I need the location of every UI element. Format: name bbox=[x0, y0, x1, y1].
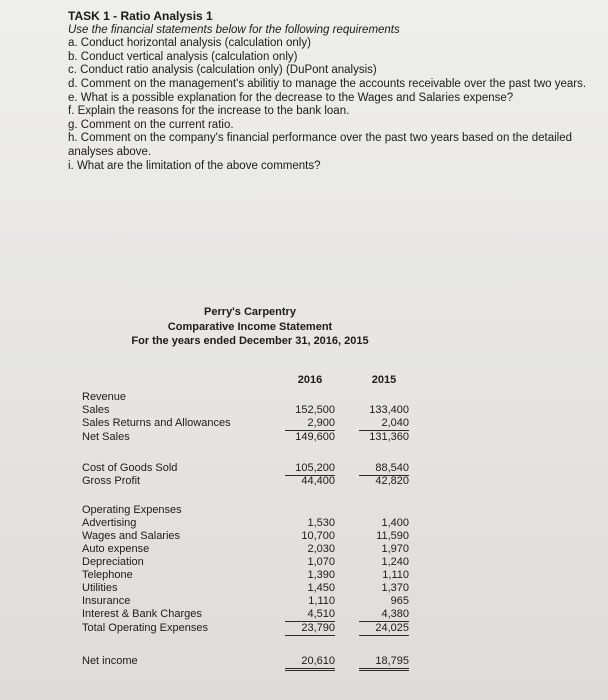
label-revenue: Revenue bbox=[82, 391, 127, 403]
depreciation-2015: 1,240 bbox=[381, 556, 409, 568]
depreciation-2016: 1,070 bbox=[307, 556, 335, 568]
total-opex-2015: 24,025 bbox=[359, 622, 409, 636]
label-total-opex: Total Operating Expenses bbox=[82, 622, 208, 634]
label-auto: Auto expense bbox=[82, 543, 150, 555]
cogs-2015: 88,540 bbox=[359, 462, 409, 476]
advertising-2015: 1,400 bbox=[381, 517, 409, 529]
label-insurance: Insurance bbox=[82, 595, 131, 607]
cogs-2016: 105,200 bbox=[285, 462, 335, 476]
task-item-g: g. Comment on the current ratio. bbox=[68, 118, 234, 131]
wages-2015: 11,590 bbox=[376, 530, 409, 542]
gross-profit-2015: 42,820 bbox=[375, 475, 409, 487]
label-returns: Sales Returns and Allowances bbox=[82, 417, 231, 429]
task-item-e: e. What is a possible explanation for the decrease to the Wages and Salaries expense? bbox=[68, 91, 514, 104]
wages-2016: 10,700 bbox=[301, 530, 335, 542]
telephone-2016: 1,390 bbox=[307, 569, 335, 581]
label-gross-profit: Gross Profit bbox=[82, 475, 141, 487]
company-name: Perry's Carpentry bbox=[204, 306, 296, 318]
statement-period: For the years ended December 31, 2016, 2015 bbox=[131, 335, 369, 347]
total-opex-2016: 23,790 bbox=[285, 622, 335, 636]
year-2015-header: 2015 bbox=[371, 374, 397, 386]
task-instruction: Use the financial statements below for the following requirements bbox=[68, 23, 400, 36]
task-item-a: a. Conduct horizontal analysis (calculation only) bbox=[68, 37, 311, 50]
auto-2015: 1,970 bbox=[381, 543, 409, 555]
task-section bbox=[68, 10, 588, 173]
label-interest: Interest & Bank Charges bbox=[82, 608, 202, 620]
gross-profit-2016: 44,400 bbox=[301, 475, 335, 487]
label-utilities: Utilities bbox=[82, 582, 118, 594]
net-income-2015: 18,795 bbox=[359, 655, 409, 671]
task-item-h: h. Comment on the company's financial performance over the past two years based on the detailed analyses above. bbox=[68, 132, 573, 158]
sales-2015: 133,400 bbox=[369, 404, 409, 416]
task-item-b: b. Conduct vertical analysis (calculation only) bbox=[68, 50, 298, 63]
label-advertising: Advertising bbox=[82, 517, 137, 529]
net-sales-2016: 149,600 bbox=[295, 431, 335, 443]
label-wages: Wages and Salaries bbox=[82, 530, 181, 542]
label-telephone: Telephone bbox=[82, 569, 133, 581]
statement-header bbox=[100, 305, 400, 349]
task-title: TASK 1 - Ratio Analysis 1 bbox=[68, 9, 213, 23]
utilities-2016: 1,450 bbox=[307, 582, 335, 594]
insurance-2016: 1,110 bbox=[308, 595, 335, 607]
returns-2015: 2,040 bbox=[359, 417, 409, 431]
advertising-2016: 1,530 bbox=[307, 517, 335, 529]
label-net-income: Net income bbox=[82, 655, 138, 667]
task-item-i: i. What are the limitation of the above comments? bbox=[68, 159, 321, 172]
statement-name: Comparative Income Statement bbox=[167, 320, 333, 333]
sales-2016: 152,500 bbox=[295, 404, 335, 416]
utilities-2015: 1,370 bbox=[381, 582, 409, 594]
label-sales: Sales bbox=[82, 404, 110, 416]
auto-2016: 2,030 bbox=[307, 543, 335, 555]
label-cogs: Cost of Goods Sold bbox=[82, 462, 178, 474]
interest-2015: 4,380 bbox=[359, 608, 409, 622]
label-depreciation: Depreciation bbox=[82, 556, 144, 568]
label-opex: Operating Expenses bbox=[82, 504, 182, 516]
net-income-2016: 20,610 bbox=[285, 655, 335, 671]
year-2016-header: 2016 bbox=[297, 374, 323, 386]
telephone-2015: 1,110 bbox=[382, 569, 409, 581]
task-item-d: d. Comment on the management's abilitiy to manage the accounts receivable over the past two years. bbox=[68, 77, 587, 90]
task-item-c: c. Conduct ratio analysis (calculation only) (DuPont analysis) bbox=[68, 64, 377, 77]
task-item-f: f. Explain the reasons for the increase to the bank loan. bbox=[68, 105, 350, 118]
label-net-sales: Net Sales bbox=[82, 431, 130, 443]
net-sales-2015: 131,360 bbox=[369, 431, 409, 443]
insurance-2015: 965 bbox=[390, 595, 409, 607]
returns-2016: 2,900 bbox=[285, 417, 335, 431]
interest-2016: 4,510 bbox=[285, 608, 335, 622]
